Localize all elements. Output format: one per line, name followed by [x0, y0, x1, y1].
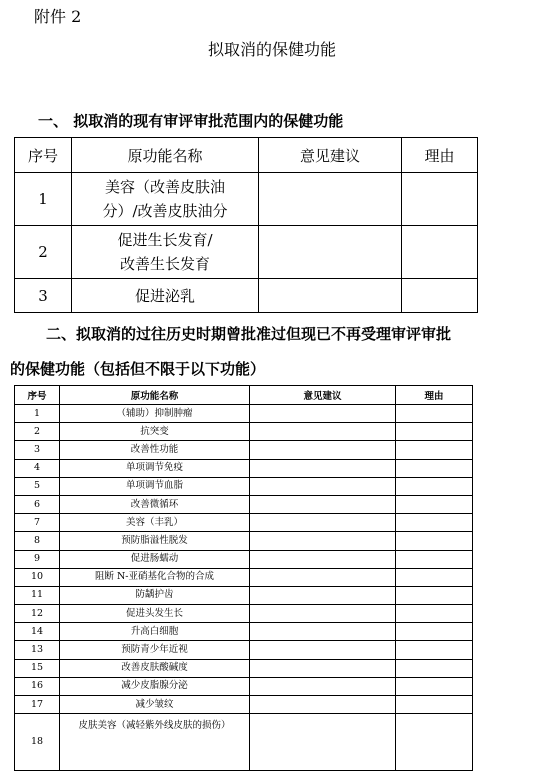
attachment-label: 附件 2: [34, 7, 82, 26]
row-reason-cell[interactable]: [396, 550, 473, 568]
row-no: 7: [15, 514, 60, 532]
row-name: 预防青少年近视: [60, 641, 250, 659]
row-no: 17: [15, 696, 60, 714]
row-no: 15: [15, 659, 60, 677]
row-reason-cell[interactable]: [396, 696, 473, 714]
row-no: 6: [15, 495, 60, 513]
row-reason-cell[interactable]: [396, 441, 473, 459]
row-reason-cell[interactable]: [396, 568, 473, 586]
row-opinion-cell[interactable]: [259, 226, 402, 279]
section2-table: [14, 385, 473, 771]
row-opinion-cell[interactable]: [259, 279, 402, 313]
row-reason-cell[interactable]: [396, 459, 473, 477]
row-opinion-cell[interactable]: [250, 423, 396, 441]
row-name: 预防脂溢性脱发: [60, 532, 250, 550]
row-reason-cell[interactable]: [396, 677, 473, 695]
row-name: [72, 173, 259, 226]
row-reason-cell[interactable]: [396, 641, 473, 659]
row-reason-cell[interactable]: [402, 279, 478, 313]
row-no: 1: [15, 405, 60, 423]
table-row: [15, 714, 473, 771]
col-header-name: 原功能名称: [72, 138, 259, 173]
row-opinion-cell[interactable]: [250, 623, 396, 641]
table-row: [15, 605, 473, 623]
row-no: 2: [15, 423, 60, 441]
row-name-line: 美容（改善皮肤油: [104, 178, 225, 196]
table-row: [15, 279, 478, 313]
col-header-reason: 理由: [396, 386, 473, 405]
row-name-line: 促进生长发育/: [117, 231, 213, 249]
row-name: 单项调节血脂: [60, 477, 250, 495]
table-header-row: [15, 138, 478, 173]
row-reason-cell[interactable]: [396, 423, 473, 441]
table-header-row: [15, 386, 473, 405]
table-row: [15, 696, 473, 714]
row-opinion-cell[interactable]: [250, 677, 396, 695]
row-opinion-cell[interactable]: [250, 605, 396, 623]
row-opinion-cell[interactable]: [250, 550, 396, 568]
row-no: 18: [15, 714, 60, 771]
row-no: 9: [15, 550, 60, 568]
row-name: 改善性功能: [60, 441, 250, 459]
table-row: [15, 586, 473, 604]
row-opinion-cell[interactable]: [250, 514, 396, 532]
section1-heading: 一、 拟取消的现有审评审批范围内的保健功能: [38, 112, 344, 130]
row-no: 2: [15, 226, 72, 279]
row-opinion-cell[interactable]: [250, 568, 396, 586]
row-name: 防龋护齿: [60, 586, 250, 604]
row-reason-cell[interactable]: [396, 586, 473, 604]
section2-table-body: [15, 405, 473, 771]
row-opinion-cell[interactable]: [250, 641, 396, 659]
row-no: 3: [15, 441, 60, 459]
row-reason-cell[interactable]: [402, 226, 478, 279]
table-row: [15, 173, 478, 226]
table-row: [15, 477, 473, 495]
row-reason-cell[interactable]: [402, 173, 478, 226]
table-row: [15, 226, 478, 279]
row-name: [72, 226, 259, 279]
table-row: [15, 550, 473, 568]
row-opinion-cell[interactable]: [250, 532, 396, 550]
row-name: 促进头发生长: [60, 605, 250, 623]
row-reason-cell[interactable]: [396, 405, 473, 423]
row-reason-cell[interactable]: [396, 623, 473, 641]
col-header-no: 序号: [15, 138, 72, 173]
section1-table: [14, 137, 478, 313]
section2-heading-line2: 的保健功能（包括但不限于以下功能）: [10, 360, 266, 378]
row-no: 5: [15, 477, 60, 495]
row-no: 12: [15, 605, 60, 623]
row-name: 升高白细胞: [60, 623, 250, 641]
row-name-line: 分）/改善皮肤油分: [102, 202, 228, 220]
row-name: 美容（丰乳）: [60, 514, 250, 532]
table-row: [15, 532, 473, 550]
table-row: [15, 568, 473, 586]
row-reason-cell[interactable]: [396, 605, 473, 623]
row-reason-cell[interactable]: [396, 514, 473, 532]
row-opinion-cell[interactable]: [259, 173, 402, 226]
row-name: 减少皱纹: [60, 696, 250, 714]
row-no: 14: [15, 623, 60, 641]
row-reason-cell[interactable]: [396, 477, 473, 495]
row-opinion-cell[interactable]: [250, 441, 396, 459]
row-name: （辅助）抑制肿瘤: [60, 405, 250, 423]
table-row: [15, 459, 473, 477]
col-header-opinion: 意见建议: [250, 386, 396, 405]
row-opinion-cell[interactable]: [250, 696, 396, 714]
row-name-line: 改善生长发育: [119, 255, 210, 273]
table-row: [15, 495, 473, 513]
row-no: 10: [15, 568, 60, 586]
row-name: 促进肠蠕动: [60, 550, 250, 568]
row-name: 单项调节免疫: [60, 459, 250, 477]
col-header-opinion: 意见建议: [259, 138, 402, 173]
row-opinion-cell[interactable]: [250, 586, 396, 604]
section2-heading-line1: 二、拟取消的过往历史时期曾批准过但现已不再受理审评审批: [46, 325, 452, 343]
row-name: 改善微循环: [60, 495, 250, 513]
row-name: 阻断 N-亚硝基化合物的合成: [60, 568, 250, 586]
row-opinion-cell[interactable]: [250, 659, 396, 677]
table-row: [15, 659, 473, 677]
row-no: 11: [15, 586, 60, 604]
row-no: 3: [15, 279, 72, 313]
row-name: 改善皮肤酸碱度: [60, 659, 250, 677]
row-reason-cell[interactable]: [396, 714, 473, 771]
table-row: [15, 514, 473, 532]
row-name: 促进泌乳: [72, 279, 259, 313]
table-row: [15, 623, 473, 641]
row-reason-cell[interactable]: [396, 659, 473, 677]
row-no: 1: [15, 173, 72, 226]
row-reason-cell[interactable]: [396, 532, 473, 550]
col-header-reason: 理由: [402, 138, 478, 173]
col-header-name: 原功能名称: [60, 386, 250, 405]
table-row: [15, 405, 473, 423]
row-no: 4: [15, 459, 60, 477]
row-name: 减少皮脂腺分泌: [60, 677, 250, 695]
table-row: [15, 677, 473, 695]
row-no: 13: [15, 641, 60, 659]
table-row: [15, 441, 473, 459]
row-no: 8: [15, 532, 60, 550]
row-name: 皮肤美容（减轻紫外线皮肤的损伤）: [60, 714, 250, 771]
row-opinion-cell[interactable]: [250, 495, 396, 513]
table-row: [15, 423, 473, 441]
row-no: 16: [15, 677, 60, 695]
row-opinion-cell[interactable]: [250, 405, 396, 423]
col-header-no: 序号: [15, 386, 60, 405]
row-name: 抗突变: [60, 423, 250, 441]
row-opinion-cell[interactable]: [250, 477, 396, 495]
document-title: 拟取消的保健功能: [207, 40, 336, 59]
row-opinion-cell[interactable]: [250, 714, 396, 771]
row-reason-cell[interactable]: [396, 495, 473, 513]
table-row: [15, 641, 473, 659]
row-opinion-cell[interactable]: [250, 459, 396, 477]
